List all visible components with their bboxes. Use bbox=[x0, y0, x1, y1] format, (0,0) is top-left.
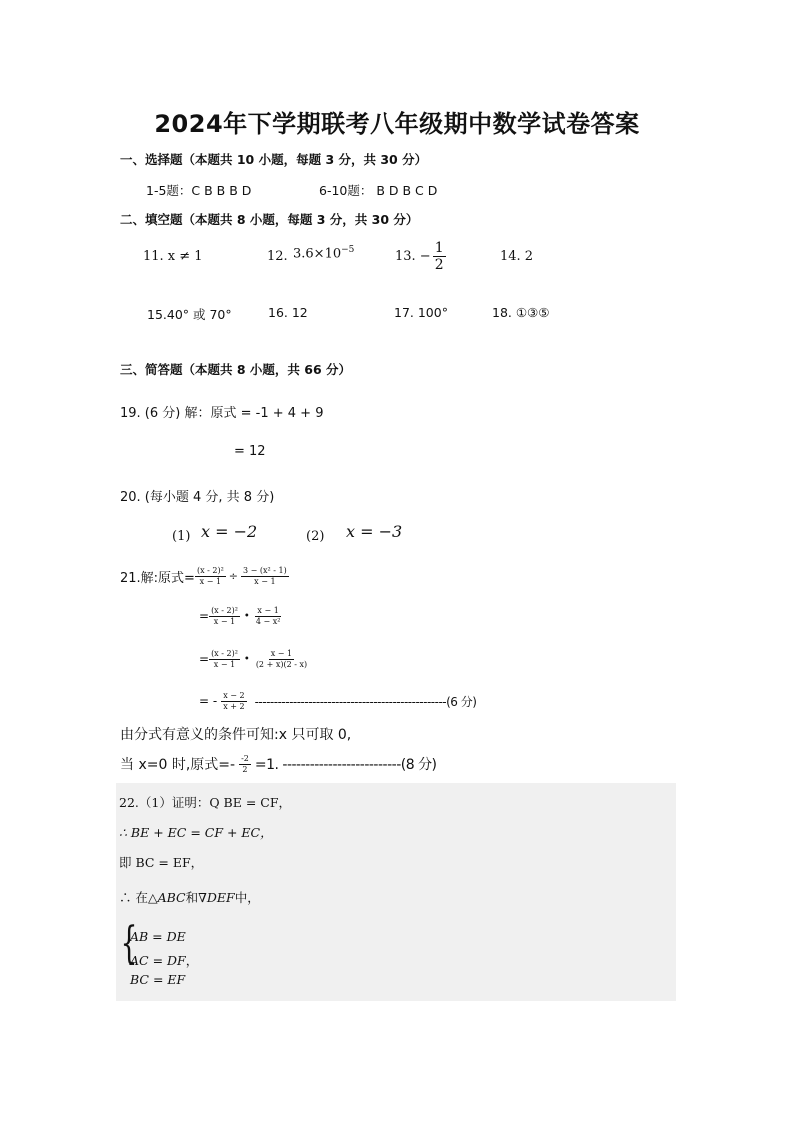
q22-line-2: ∴ BE + EC = CF + EC， bbox=[119, 825, 273, 840]
q22-system-1: AB = DE bbox=[130, 929, 186, 944]
section-1-heading: 一、选择题（本题共 10 小题，每题 3 分，共 30 分） bbox=[120, 152, 428, 167]
q21-step3-fraction-a bbox=[209, 650, 240, 669]
q21-fraction-2-den: x − 1 bbox=[254, 576, 276, 586]
q21-step2-a-num: (x - 2)² bbox=[211, 605, 238, 615]
answer-17: 17. 100° bbox=[394, 305, 448, 320]
q22-line-3: 即 BC = EF， bbox=[119, 855, 204, 870]
q22-system-3: BC = EF bbox=[130, 972, 186, 987]
q21-divide: ÷ bbox=[228, 569, 239, 583]
q22-line-4 bbox=[119, 888, 260, 906]
q21-line-1 bbox=[120, 562, 289, 590]
q22-line-4-prefix: ∴ 在 bbox=[119, 890, 148, 905]
q21-eval-fraction bbox=[239, 755, 251, 774]
q21-line-2 bbox=[199, 602, 282, 630]
q21-fraction-2-num: 3 − (x² - 1) bbox=[243, 565, 287, 575]
q21-fraction-2 bbox=[241, 567, 289, 586]
q21-evaluation bbox=[120, 751, 437, 777]
q21-step3-a-den: x − 1 bbox=[213, 659, 236, 669]
q21-eval-den: 2 bbox=[242, 764, 248, 774]
q21-multiply-3: • bbox=[243, 653, 250, 665]
q21-step2-fraction-b bbox=[254, 607, 283, 626]
answer-12-label: 12. bbox=[267, 249, 288, 264]
answer-13-fraction bbox=[433, 241, 446, 272]
q21-when-text: 当 x=0 时,原式=- bbox=[120, 757, 236, 773]
q21-equals-2: = bbox=[199, 609, 210, 623]
q21-step3-b-num: x − 1 bbox=[270, 648, 293, 658]
page-title: 2024年下学期联考八年级期中数学试卷答案 bbox=[154, 110, 640, 138]
q21-eval-result: =1. --------------------------(8 分) bbox=[254, 757, 437, 773]
q20-part-2-label: (2) bbox=[306, 529, 325, 544]
answer-16: 16. 12 bbox=[268, 305, 308, 320]
q21-step3-b-den: (2 + x)(2 - x) bbox=[255, 659, 308, 669]
q22-line-4-suffix: 中， bbox=[234, 890, 260, 905]
q21-step4-score: --------------------------------------------------(6 分) bbox=[254, 694, 477, 709]
q21-step3-fraction-b bbox=[254, 650, 309, 669]
q22-system-2-eq: AC = DF bbox=[130, 953, 186, 968]
q21-eval-num: -2 bbox=[241, 753, 249, 763]
q21-step4-fraction bbox=[221, 692, 246, 711]
q21-step2-a-den: x − 1 bbox=[213, 616, 236, 626]
answer-18: 18. ①③⑤ bbox=[492, 305, 550, 320]
answer-15: 15.40° 或 70° bbox=[147, 307, 232, 322]
answer-13-label: 13. − bbox=[395, 248, 431, 264]
q21-equals-3: = bbox=[199, 652, 210, 666]
q21-line-3 bbox=[199, 645, 309, 673]
q21-multiply-2: • bbox=[243, 610, 250, 622]
q21-fraction-1 bbox=[195, 567, 226, 586]
q20-part-1-answer: x = −2 bbox=[201, 522, 258, 541]
q19-line-2: = 12 bbox=[234, 444, 266, 459]
q21-step2-b-den: 4 − x² bbox=[255, 616, 281, 626]
answer-13 bbox=[395, 236, 446, 276]
q21-step2-fraction-a bbox=[209, 607, 240, 626]
mc-answers-6-10: 6-10题： B D B C D bbox=[319, 183, 438, 198]
q20-part-2-answer: x = −3 bbox=[346, 522, 403, 541]
answer-12 bbox=[293, 245, 354, 261]
answer-11: 11. x ≠ 1 bbox=[143, 249, 203, 264]
q22-line-4-and: 和 bbox=[185, 890, 199, 905]
answer-13-numerator: 1 bbox=[434, 239, 444, 256]
q21-fraction-1-num: (x - 2)² bbox=[196, 565, 224, 575]
q21-step4-num: x − 2 bbox=[223, 690, 245, 700]
q21-condition: 由分式有意义的条件可知:x 只可取 0, bbox=[120, 727, 352, 743]
section-3-heading: 三、简答题（本题共 8 小题，共 66 分） bbox=[120, 362, 352, 377]
q22-triangle-abc: △ABC bbox=[147, 890, 186, 905]
q20-part-1-label: (1) bbox=[172, 529, 191, 544]
q19-line-1: 19. (6 分) 解：原式 = -1 + 4 + 9 bbox=[120, 406, 324, 421]
q21-line-4 bbox=[199, 687, 476, 715]
q22-system-2-comma: ， bbox=[185, 953, 199, 968]
q21-heading: 21.解:原式= bbox=[120, 570, 195, 586]
answer-12-value: 3.6×10 bbox=[293, 246, 342, 262]
q22-triangle-def: ∇DEF bbox=[198, 890, 235, 905]
q22-system-2 bbox=[130, 951, 198, 969]
section-2-heading: 二、填空题（本题共 8 小题，每题 3 分，共 30 分） bbox=[120, 212, 419, 227]
q22-brace: { bbox=[120, 918, 138, 969]
q21-step2-b-num: x − 1 bbox=[257, 605, 279, 615]
q21-fraction-1-den: x − 1 bbox=[199, 576, 222, 586]
q20-heading: 20. (每小题 4 分, 共 8 分) bbox=[120, 490, 275, 505]
q21-step4-den: x + 2 bbox=[223, 701, 245, 711]
q22-line-1: 22.（1）证明：Q BE = CF， bbox=[119, 795, 292, 810]
answer-12-exponent: −5 bbox=[341, 245, 355, 255]
answer-14: 14. 2 bbox=[500, 249, 534, 264]
mc-answers-1-5: 1-5题：C B B B D bbox=[146, 183, 252, 198]
q21-step4-prefix: = - bbox=[199, 694, 218, 708]
answer-13-denominator: 2 bbox=[434, 256, 444, 273]
q21-step3-a-num: (x - 2)² bbox=[211, 648, 238, 658]
